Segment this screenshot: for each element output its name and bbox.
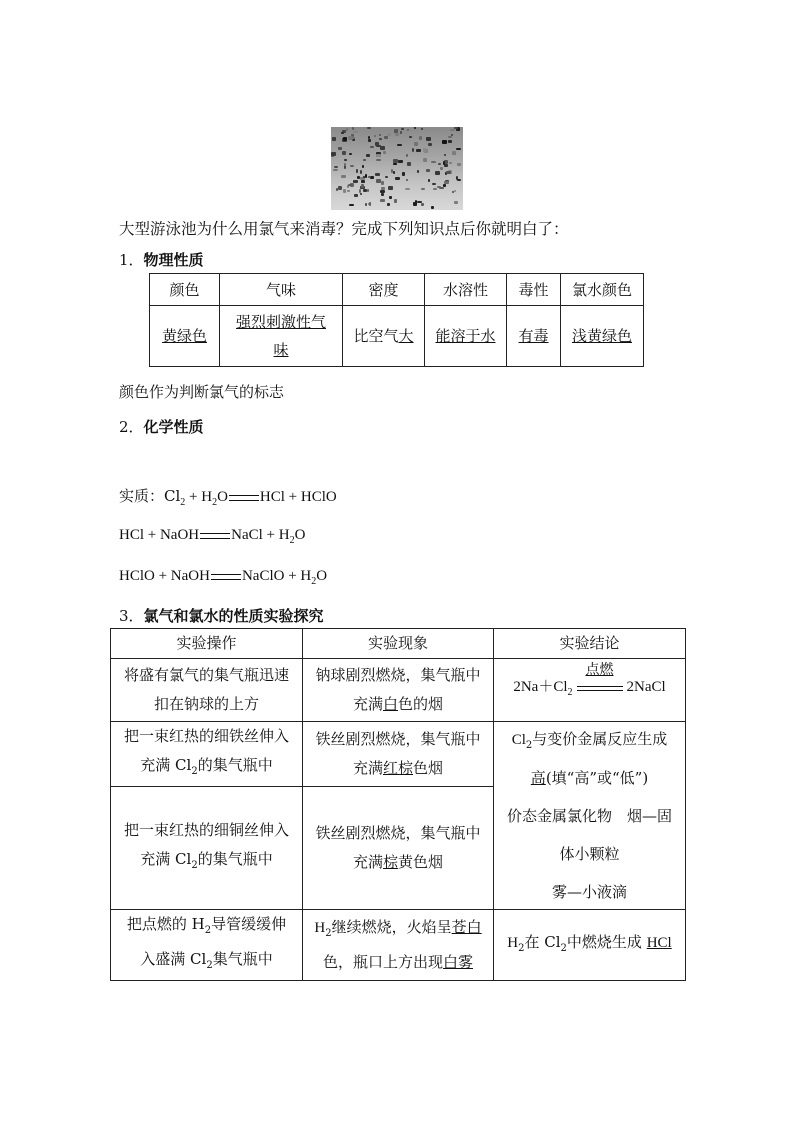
- section-3-number: 3．: [119, 607, 144, 625]
- conclusion-hydrogen: $H_2$在 $Cl_2$中燃烧生成 HCl: [494, 910, 686, 981]
- operation-cell: 把点燃的 $H_2$导管缓缓伸 入盛满 $Cl_2$集气瓶中: [111, 910, 303, 981]
- header-conclusion: 实验结论: [494, 629, 686, 659]
- header-density: 密度: [343, 274, 425, 306]
- value-toxicity: 有毒: [507, 306, 561, 367]
- value-solubility: 能溶于水: [425, 306, 507, 367]
- physical-properties-table: [149, 273, 644, 367]
- value-chlorine-water-color: 浅黄绿色: [561, 306, 644, 367]
- section-2-number: 2．: [119, 418, 144, 436]
- experiment-table: [110, 628, 686, 981]
- header-solubility: 水溶性: [425, 274, 507, 306]
- section-2-title: 化学性质: [143, 418, 204, 436]
- header-chlorine-water-color: 氯水颜色: [561, 274, 644, 306]
- value-smell: 强烈刺激性气 味: [220, 306, 343, 367]
- value-density: 比空气大: [343, 306, 425, 367]
- table-row: [111, 910, 686, 981]
- conclusion-metal: $Cl_2$与变价金属反应生成 高(填“高”或“低”) 价态金属氯化物 烟—固 体小颗粒 雾—小液滴: [494, 722, 686, 910]
- reaction-arrow: 点燃: [577, 678, 623, 698]
- table-value-row: [150, 306, 644, 367]
- swimming-pool-photo: [331, 127, 463, 210]
- table-header-row: [111, 629, 686, 659]
- operation-cell: 将盛有氯气的集气瓶迅速 扣在钠球的上方: [111, 659, 303, 722]
- header-color: 颜色: [150, 274, 220, 306]
- header-operation: 实验操作: [111, 629, 303, 659]
- equation-3: HClO + NaOH NaClO + $H_2O$: [119, 568, 328, 587]
- equals-sign: [211, 574, 241, 580]
- section-1-title: 物理性质: [143, 251, 204, 269]
- table-row: [111, 659, 686, 722]
- note-text: 颜色作为判断氯气的标志: [119, 383, 285, 401]
- phenomenon-cell: $H_2$继续燃烧，火焰呈苍白 色，瓶口上方出现白雾: [303, 910, 494, 981]
- operation-cell: 把一束红热的细铜丝伸入 充满 $Cl_2$的集气瓶中: [111, 787, 303, 910]
- equals-sign: [229, 495, 259, 501]
- phenomenon-cell: 铁丝剧烈燃烧，集气瓶中 充满棕黄色烟: [303, 787, 494, 910]
- section-3-heading: [119, 605, 324, 626]
- section-1-number: 1．: [119, 251, 144, 269]
- phenomenon-cell: 铁丝剧烈燃烧，集气瓶中 充满红棕色烟: [303, 722, 494, 787]
- value-color: 黄绿色: [150, 306, 220, 367]
- phenomenon-cell: 钠球剧烈燃烧，集气瓶中 充满白色的烟: [303, 659, 494, 722]
- header-phenomenon: 实验现象: [303, 629, 494, 659]
- section-1-heading: [119, 249, 204, 270]
- intro-text: 大型游泳池为什么用氯气来消毒？完成下列知识点后你就明白了：: [119, 220, 569, 238]
- table-header-row: [150, 274, 644, 306]
- header-toxicity: 毒性: [507, 274, 561, 306]
- conclusion-sodium-equation: $2Na+Cl_2$ 点燃 2NaCl: [494, 659, 686, 722]
- section-3-title: 氯气和氯水的性质实验探究: [143, 607, 324, 625]
- equation-2: HCl + NaOH NaCl + $H_2O$: [119, 527, 306, 546]
- header-smell: 气味: [220, 274, 343, 306]
- section-2-heading: [119, 416, 204, 437]
- equation-1: 实质：$Cl_2 + H_2O$ HCl + HClO: [119, 487, 337, 508]
- equals-sign: [200, 533, 230, 539]
- operation-cell: 把一束红热的细铁丝伸入 充满 $Cl_2$的集气瓶中: [111, 722, 303, 787]
- table-row: [111, 722, 686, 787]
